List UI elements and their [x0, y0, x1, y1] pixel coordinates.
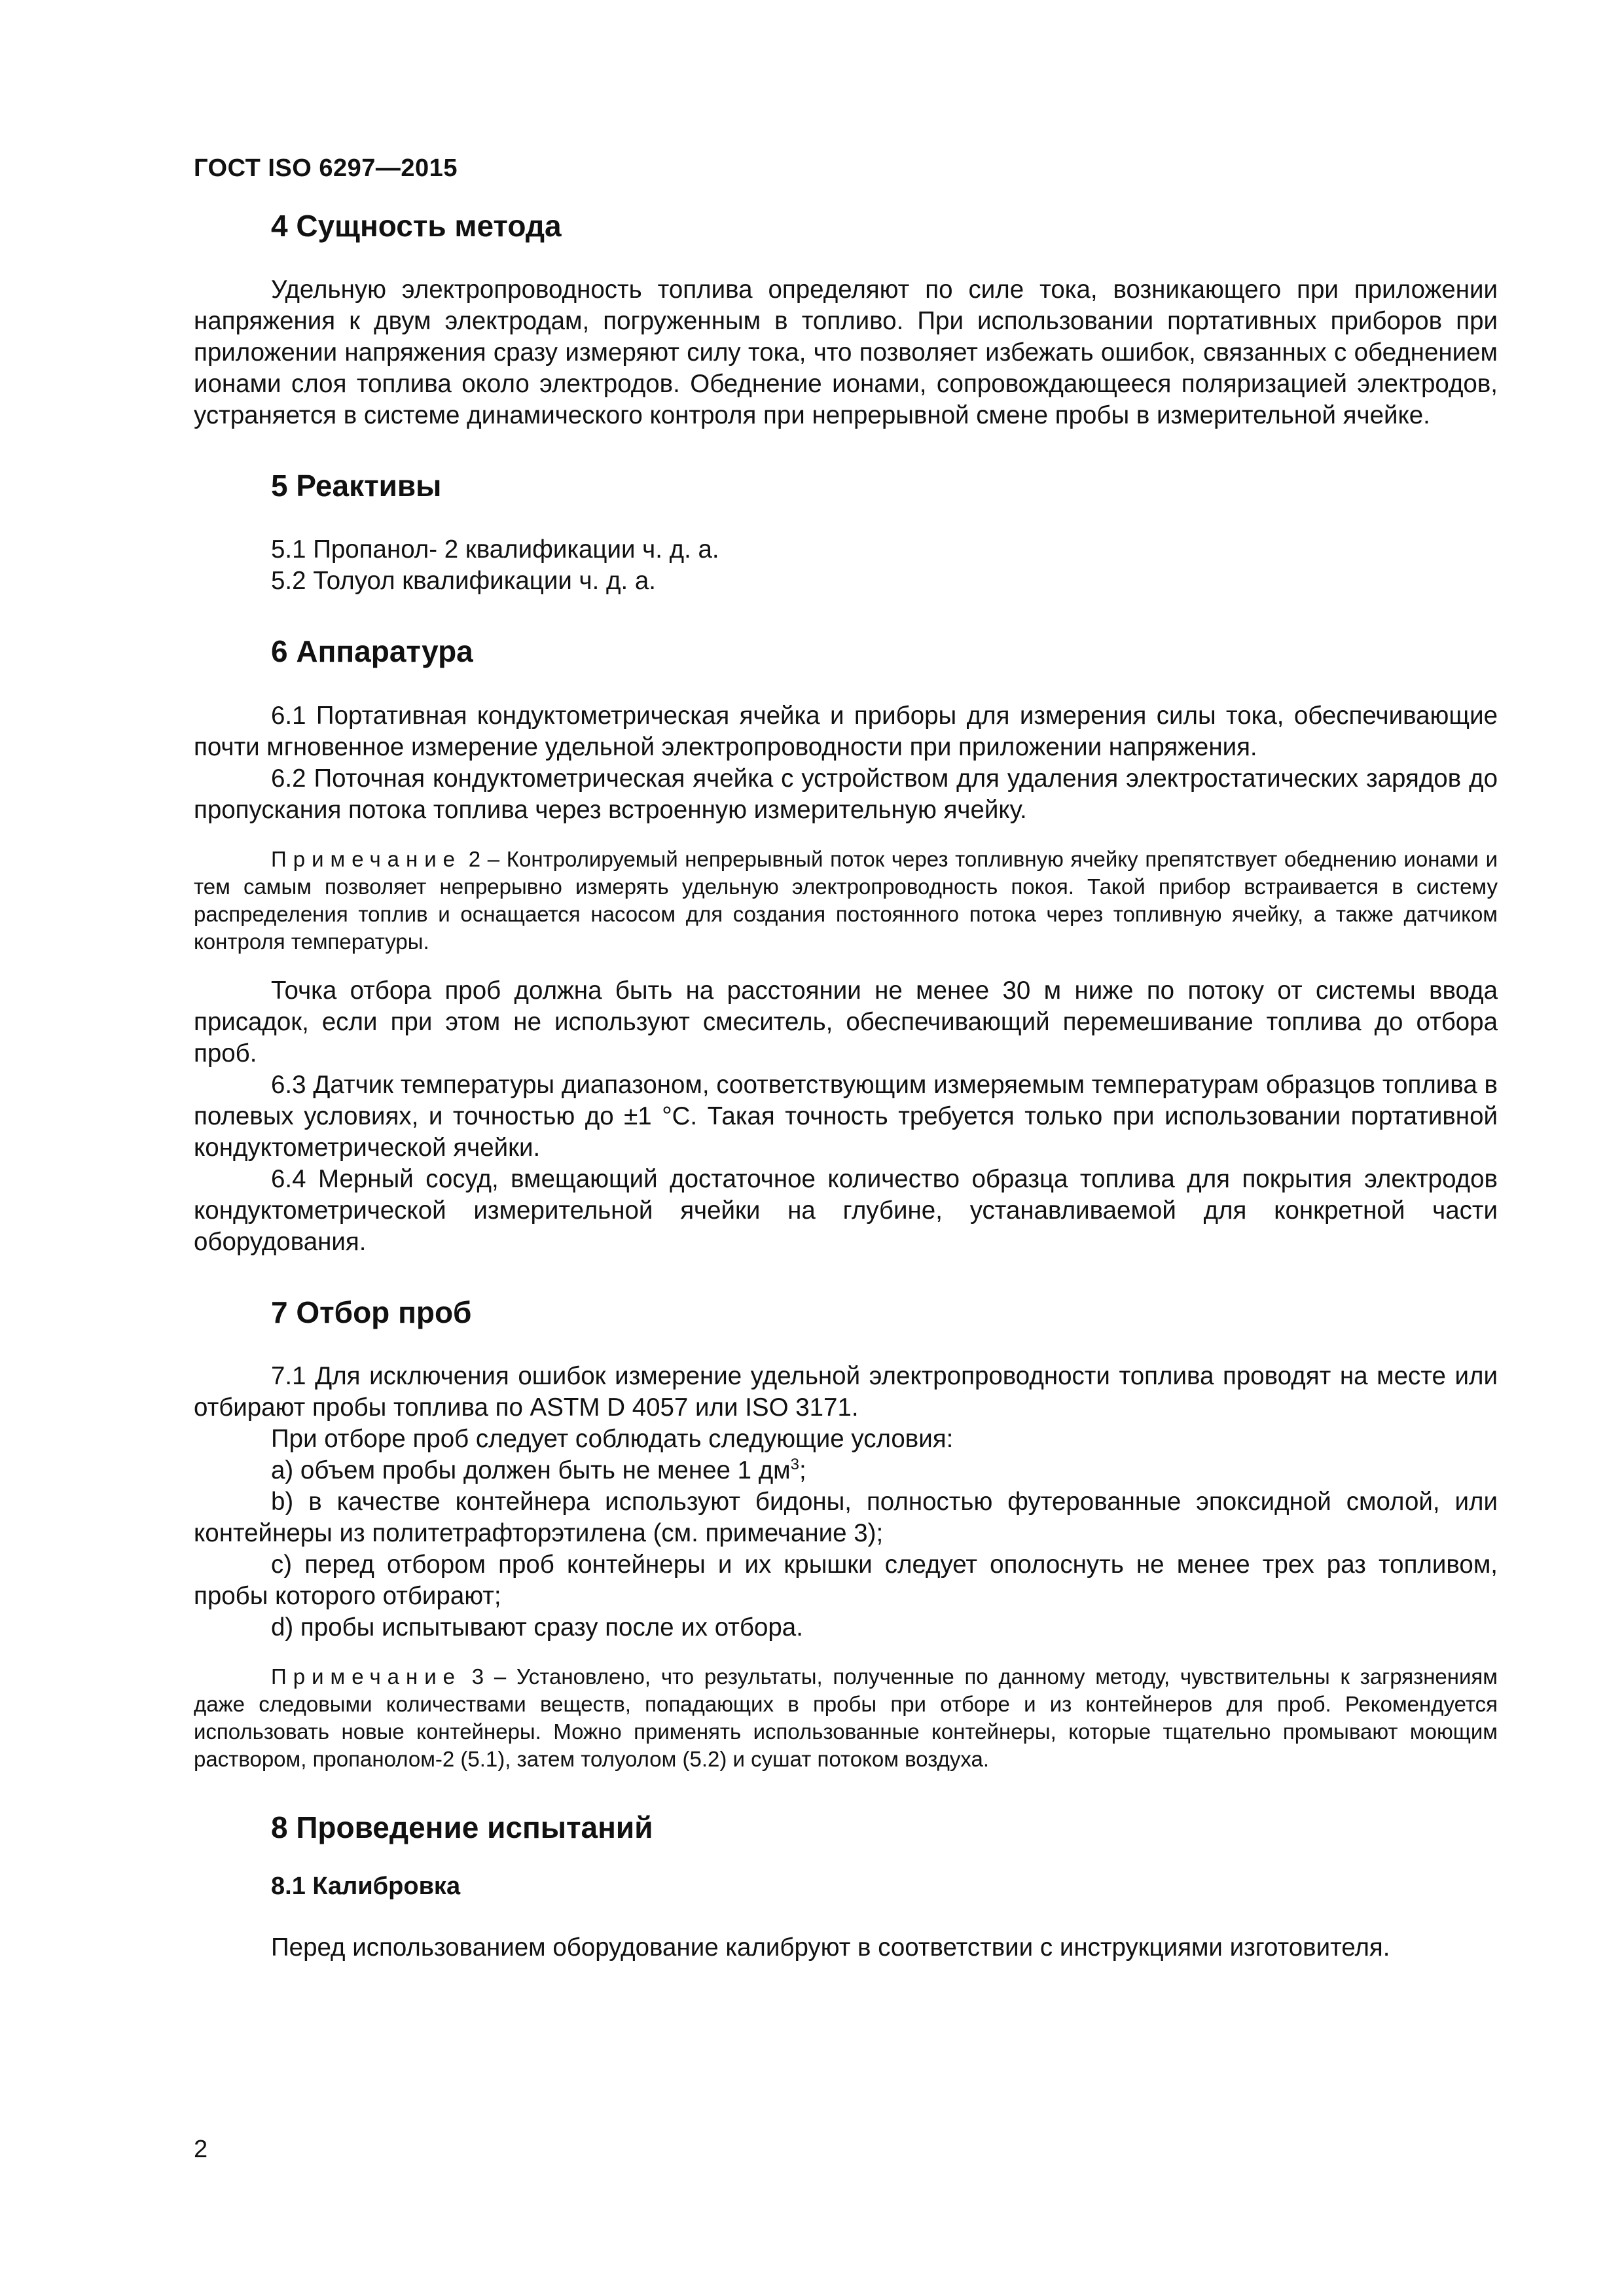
sampling-7-1: 7.1 Для исключения ошибок измерение удельной электропроводности топлива проводят на месте или отбирают пробы топлива по ASTM D 4057 или ISO 3171.	[194, 1361, 1498, 1422]
apparatus-6-2: 6.2 Поточная кондуктометрическая ячейка с устройством для удаления электростатических зарядов до пропускания потока топлива через встроенную измерительную ячейку.	[194, 764, 1498, 824]
apparatus-6-3: 6.3 Датчик температуры диапазоном, соответствующим измеряемым температурам образцов топлива в полевых условиях, и точностью до ±1 °С. Такая точность требуется только при использовании портативной кондуктометрической ячейки.	[194, 1070, 1498, 1162]
note-3-label: Примечание	[271, 1664, 462, 1689]
section-7-heading: 7 Отбор проб	[271, 1295, 472, 1329]
document-body	[194, 208, 1498, 1964]
sampling-conditions-intro: При отборе проб следует соблюдать следующие условия:	[271, 1424, 954, 1453]
section-4-paragraph: Удельную электропроводность топлива определяют по силе тока, возникающего при приложении напряжения к двум электродам, погруженным в топливо. При использовании портативных приборов при приложении напряжения сразу измеряют силу тока, что позволяет избежать ошибок, связанных с обеднением ионами слоя топлива около электродов. Обеднение ионами, сопровождающееся поляризацией электродов, устраняется в системе динамического контроля при непрерывной смене пробы в измерительной ячейке.	[194, 276, 1498, 430]
document-header: ГОСТ ISO 6297—2015	[194, 154, 458, 182]
subsection-8-1-heading: 8.1 Калибровка	[271, 1872, 461, 1900]
section-5-heading: 5 Реактивы	[271, 469, 442, 503]
note-2-label: Примечание	[271, 846, 462, 871]
condition-c: с) перед отбором проб контейнеры и их крышки следует ополоснуть не менее трех раз топливом, пробы которого отбирают;	[194, 1550, 1498, 1610]
section-4-heading: 4 Сущность метода	[271, 209, 562, 243]
sampling-point-paragraph: Точка отбора проб должна быть на расстоянии не менее 30 м ниже по потоку от системы ввода присадок, если при этом не используют смеситель, обеспечивающий перемешивание топлива до отбора проб.	[194, 976, 1498, 1067]
apparatus-6-4: 6.4 Мерный сосуд, вмещающий достаточное количество образца топлива для покрытия электродов кондуктометрической измерительной ячейки на глубине, устанавливаемой для конкретной части оборудования.	[194, 1164, 1498, 1256]
condition-b: b) в качестве контейнера используют бидоны, полностью футерованные эпоксидной смолой, или контейнеры из политетрафторэтилена (см. примечание 3);	[194, 1487, 1498, 1547]
apparatus-6-1: 6.1 Портативная кондуктометрическая ячейка и приборы для измерения силы тока, обеспечивающие почти мгновенное измерение удельной электропроводности при приложении напряжения.	[194, 701, 1498, 761]
condition-a-end: ;	[799, 1456, 806, 1484]
condition-a	[194, 1455, 1498, 1486]
section-6-heading: 6 Аппаратура	[271, 634, 473, 669]
section-8-heading: 8 Проведение испытаний	[271, 1810, 653, 1844]
reagent-5-1: 5.1 Пропанол- 2 квалификации ч. д. а.	[271, 535, 719, 564]
calibration-paragraph: Перед использованием оборудование калибруют в соответствии с инструкциями изготовителя.	[271, 1933, 1390, 1962]
note-2	[194, 846, 1498, 956]
condition-a-superscript: 3	[790, 1455, 800, 1473]
note-2-text: 2 – Контролируемый непрерывный поток через топливную ячейку препятствует обеднению ионами и тем самым позволяет непрерывно измерять удельную электропроводность покоя. Такой прибор встраивается в систему распределения топлив и оснащается насосом для создания постоянного потока через топливную ячейку, а также датчиком контроля температуры.	[194, 846, 1498, 954]
condition-d: d) пробы испытывают сразу после их отбора.	[271, 1613, 803, 1641]
condition-a-text: а) объем пробы должен быть не менее 1 дм	[271, 1456, 791, 1484]
note-3	[194, 1663, 1498, 1773]
note-3-text: 3 – Установлено, что результаты, полученные по данному методу, чувствительны к загрязнениям даже следовыми количествами веществ, попадающих в пробы при отборе и из контейнеров для проб. Рекомендуется использовать новые контейнеры. Можно применять использованные контейнеры, которые тщательно промывают моющим раствором, пропанолом-2 (5.1), затем толуолом (5.2) и сушат потоком воздуха.	[194, 1664, 1498, 1771]
reagent-5-2: 5.2 Толуол квалификации ч. д. а.	[271, 567, 656, 596]
page-number: 2	[194, 2136, 208, 2163]
